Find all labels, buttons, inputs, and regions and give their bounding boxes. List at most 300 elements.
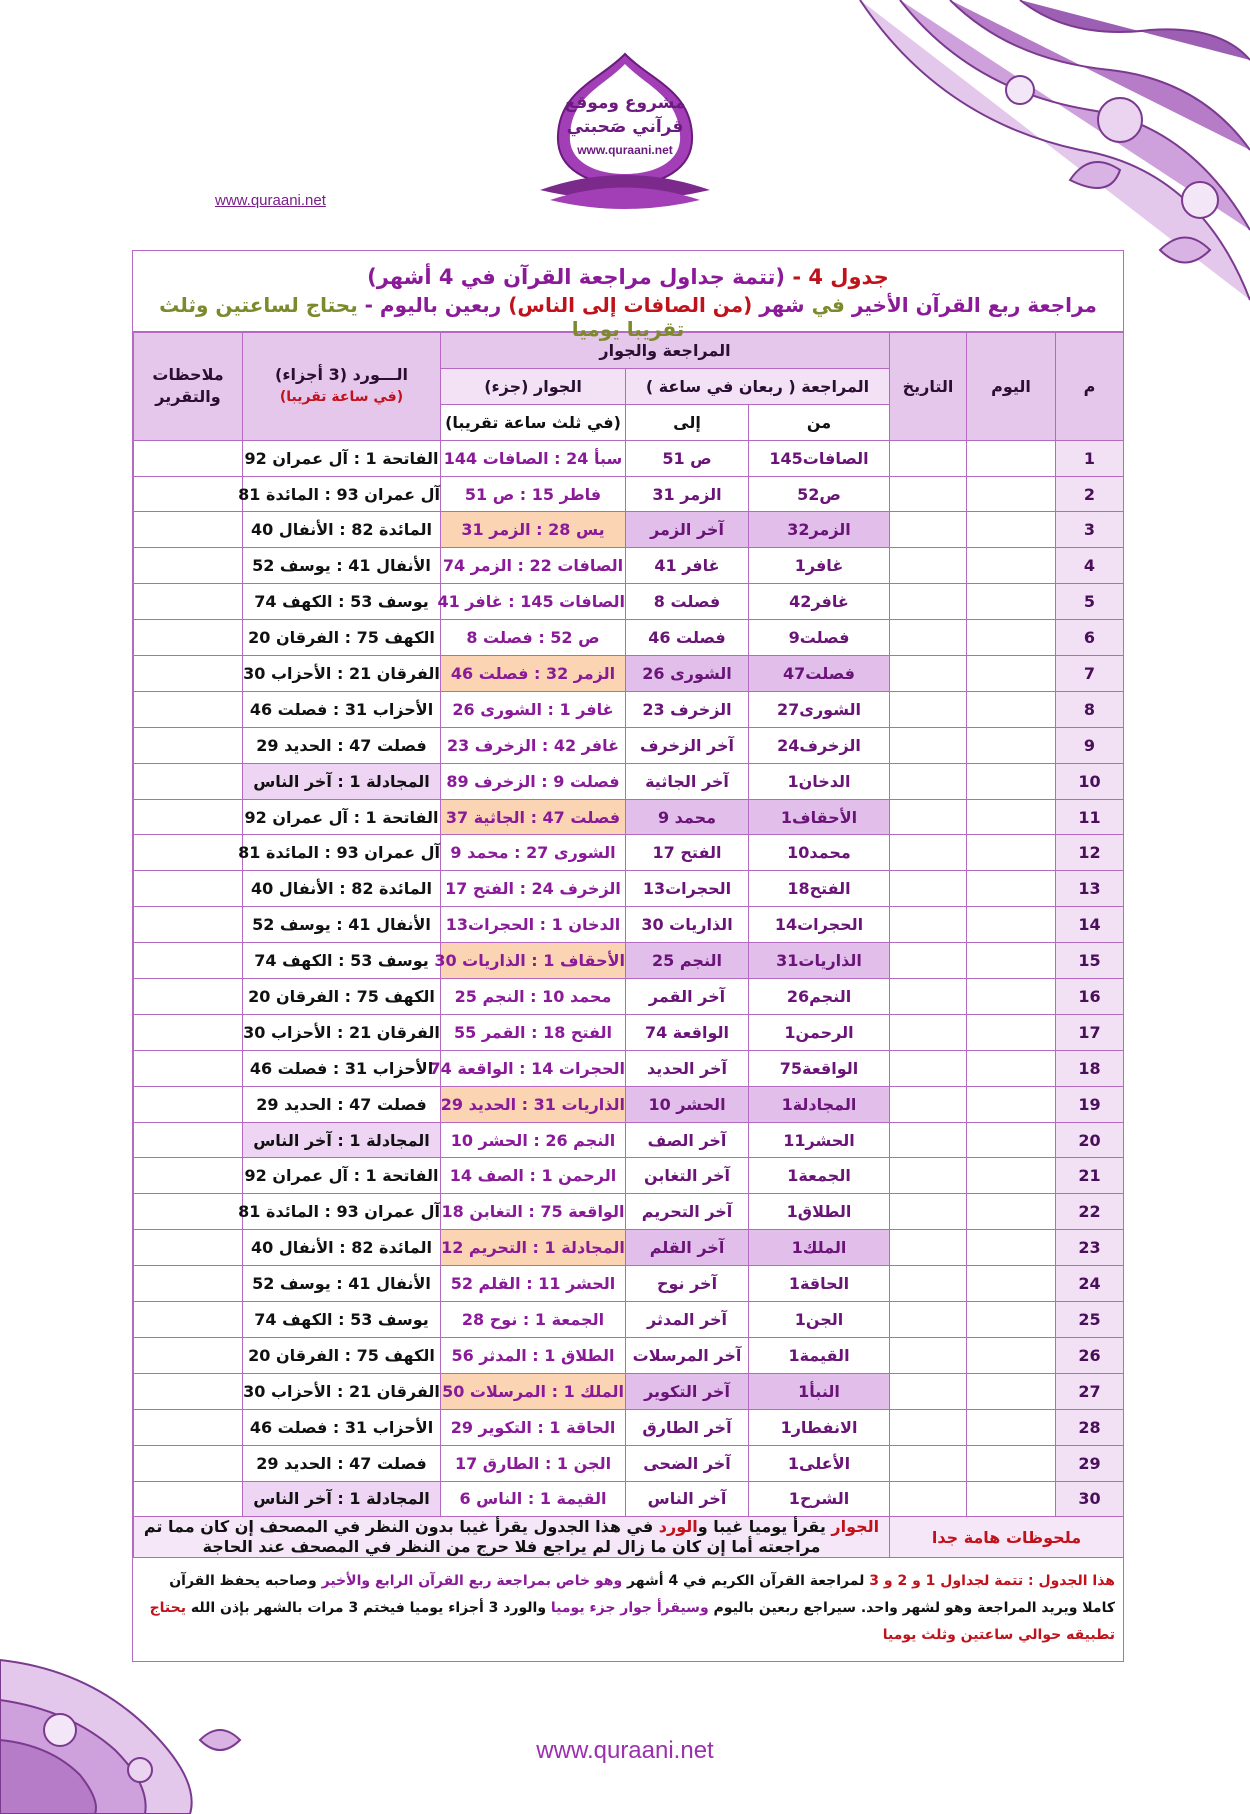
table-row <box>134 727 1124 763</box>
footer-a: هذا الجدول : تتمة لجداول 1 و 2 و 3 <box>869 1573 1115 1590</box>
row-notes[interactable] <box>134 907 243 943</box>
row-from: الحجرات14 <box>749 907 890 943</box>
row-from: الفتح18 <box>749 871 890 907</box>
row-from: المجادلة1 <box>749 1086 890 1122</box>
row-date[interactable] <box>890 1302 967 1338</box>
table-row <box>134 1302 1124 1338</box>
row-jiwar: الجن 1 : الطارق 17 <box>441 1445 626 1481</box>
row-date[interactable] <box>890 907 967 943</box>
row-number: 5 <box>1056 584 1124 620</box>
row-day[interactable] <box>967 1445 1056 1481</box>
row-day[interactable] <box>967 763 1056 799</box>
row-number: 12 <box>1056 835 1124 871</box>
row-from: الصافات145 <box>749 440 890 476</box>
row-notes[interactable] <box>134 1481 243 1517</box>
schedule-body <box>134 440 1124 1517</box>
row-date[interactable] <box>890 763 967 799</box>
row-date[interactable] <box>890 512 967 548</box>
row-number: 6 <box>1056 620 1124 656</box>
row-day[interactable] <box>967 1337 1056 1373</box>
row-wird: الأحزاب 31 : فصلت 46 <box>243 1409 441 1445</box>
row-notes[interactable] <box>134 440 243 476</box>
row-date[interactable] <box>890 1230 967 1266</box>
row-jiwar: الذاريات 31 : الحديد 29 <box>441 1086 626 1122</box>
row-jiwar: الصافات 145 : غافر 41 <box>441 584 626 620</box>
row-day[interactable] <box>967 548 1056 584</box>
row-notes[interactable] <box>134 835 243 871</box>
row-from: الشورى27 <box>749 691 890 727</box>
table-row <box>134 1337 1124 1373</box>
col-m: م <box>1056 333 1124 441</box>
row-to: ص 51 <box>626 440 749 476</box>
row-jiwar: النجم 26 : الحشر 10 <box>441 1122 626 1158</box>
notes-part2: يقرأ يوميا غيبا و <box>697 1517 832 1537</box>
row-jiwar: الطلاق 1 : المدثر 56 <box>441 1337 626 1373</box>
row-to: آخر الزمر <box>626 512 749 548</box>
row-from: النبأ1 <box>749 1373 890 1409</box>
row-number: 21 <box>1056 1158 1124 1194</box>
table-row <box>134 620 1124 656</box>
row-date[interactable] <box>890 656 967 692</box>
row-notes[interactable] <box>134 1337 243 1373</box>
row-day[interactable] <box>967 1230 1056 1266</box>
row-from: الدخان1 <box>749 763 890 799</box>
row-notes[interactable] <box>134 1122 243 1158</box>
schedule-table <box>133 332 1124 1558</box>
row-day[interactable] <box>967 1302 1056 1338</box>
row-jiwar: المجادلة 1 : التحريم 12 <box>441 1230 626 1266</box>
row-wird: الفاتحة 1 : آل عمران 92 <box>243 440 441 476</box>
row-date[interactable] <box>890 440 967 476</box>
row-date[interactable] <box>890 1086 967 1122</box>
logo-url: www.quraani.net <box>577 143 673 157</box>
row-from: ص52 <box>749 476 890 512</box>
row-number: 2 <box>1056 476 1124 512</box>
row-date[interactable] <box>890 871 967 907</box>
row-from: القيمة1 <box>749 1337 890 1373</box>
row-from: الشرح1 <box>749 1481 890 1517</box>
row-notes[interactable] <box>134 1014 243 1050</box>
row-number: 24 <box>1056 1266 1124 1302</box>
row-number: 16 <box>1056 979 1124 1015</box>
row-notes[interactable] <box>134 1050 243 1086</box>
col-wird-title: الـــورد (3 أجزاء) <box>275 365 408 385</box>
table-row <box>134 1050 1124 1086</box>
row-from: الزخرف24 <box>749 727 890 763</box>
row-wird: الأنفال 41 : يوسف 52 <box>243 1266 441 1302</box>
row-jiwar: القيمة 1 : الناس 6 <box>441 1481 626 1517</box>
table-row <box>134 584 1124 620</box>
row-date[interactable] <box>890 620 967 656</box>
row-day[interactable] <box>967 799 1056 835</box>
row-from: الواقعة75 <box>749 1050 890 1086</box>
footer-e: وسيقرأ جوار جزء يوميا <box>550 1600 709 1617</box>
table-row <box>134 1481 1124 1517</box>
table-row <box>134 656 1124 692</box>
row-number: 22 <box>1056 1194 1124 1230</box>
row-number: 28 <box>1056 1409 1124 1445</box>
row-day[interactable] <box>967 979 1056 1015</box>
logo-line2: قرآني صَحبتي <box>566 117 684 137</box>
row-number: 14 <box>1056 907 1124 943</box>
notes-part4: في هذا الجدول يقرأ غيبا بدون النظر في المصحف إن كان مما تم مراجعته أما إن كان ما زال لم يراجع فلا حرج من النظر في المصحف عند الحاجة <box>143 1517 821 1557</box>
row-notes[interactable] <box>134 871 243 907</box>
subtitle-part-c: شهر <box>759 293 805 317</box>
col-jiwar-sub: (في ثلث ساعة تقريبا) <box>441 404 626 440</box>
row-date[interactable] <box>890 1158 967 1194</box>
table-row <box>134 1409 1124 1445</box>
row-jiwar: الحجرات 14 : الواقعة 74 <box>441 1050 626 1086</box>
col-wird-sub: (في ساعة تقريبا) <box>279 389 404 406</box>
table-row <box>134 979 1124 1015</box>
table-row <box>134 1122 1124 1158</box>
row-number: 23 <box>1056 1230 1124 1266</box>
row-date[interactable] <box>890 1337 967 1373</box>
footer-note <box>133 1558 1123 1661</box>
site-link-bottom[interactable]: www.quraani.net <box>536 1737 714 1764</box>
table-title-text: (تتمة جداول مراجعة القرآن في 4 أشهر) <box>367 265 785 289</box>
row-number: 29 <box>1056 1445 1124 1481</box>
row-number: 30 <box>1056 1481 1124 1517</box>
row-date[interactable] <box>890 1014 967 1050</box>
row-from: الزمر32 <box>749 512 890 548</box>
row-number: 19 <box>1056 1086 1124 1122</box>
row-wird: المجادلة 1 : آخر الناس <box>243 1481 441 1517</box>
row-notes[interactable] <box>134 1409 243 1445</box>
row-jiwar: فاطر 15 : ص 51 <box>441 476 626 512</box>
row-day[interactable] <box>967 1122 1056 1158</box>
row-from: غافر1 <box>749 548 890 584</box>
col-date: التاريخ <box>890 333 967 441</box>
row-wird: الأحزاب 31 : فصلت 46 <box>243 691 441 727</box>
row-notes[interactable] <box>134 1194 243 1230</box>
row-day[interactable] <box>967 440 1056 476</box>
footer-f: والورد 3 أجزاء يوميا فيختم 3 مرات بالشهر بإذن الله <box>185 1600 551 1617</box>
row-date[interactable] <box>890 1373 967 1409</box>
row-date[interactable] <box>890 548 967 584</box>
row-day[interactable] <box>967 620 1056 656</box>
site-link-top[interactable]: www.quraani.net <box>215 192 326 209</box>
col-from: من <box>749 404 890 440</box>
row-date[interactable] <box>890 1266 967 1302</box>
logo-line1: مشروع وموقع <box>564 93 686 113</box>
row-to: الذاريات 30 <box>626 907 749 943</box>
row-jiwar: الحاقة 1 : التكوير 29 <box>441 1409 626 1445</box>
col-group: المراجعة والجوار <box>441 333 890 369</box>
row-jiwar: فصلت 47 : الجاثية 37 <box>441 799 626 835</box>
row-wird: الكهف 75 : الفرقان 20 <box>243 620 441 656</box>
row-wird: المائدة 82 : الأنفال 40 <box>243 512 441 548</box>
row-from: الطلاق1 <box>749 1194 890 1230</box>
row-day[interactable] <box>967 1158 1056 1194</box>
row-notes[interactable] <box>134 1373 243 1409</box>
row-to: الحجرات13 <box>626 871 749 907</box>
row-notes[interactable] <box>134 1158 243 1194</box>
row-number: 9 <box>1056 727 1124 763</box>
row-notes[interactable] <box>134 1266 243 1302</box>
subtitle-part-a: مراجعة ربع القرآن الأخير <box>851 293 1097 317</box>
row-jiwar: الفتح 18 : القمر 55 <box>441 1014 626 1050</box>
row-wird: الكهف 75 : الفرقان 20 <box>243 1337 441 1373</box>
row-wird: الأحزاب 31 : فصلت 46 <box>243 1050 441 1086</box>
row-date[interactable] <box>890 943 967 979</box>
row-to: محمد 9 <box>626 799 749 835</box>
row-jiwar: الشورى 27 : محمد 9 <box>441 835 626 871</box>
row-wird: الأنفال 41 : يوسف 52 <box>243 907 441 943</box>
row-from: الأعلى1 <box>749 1445 890 1481</box>
notes-jiwar: الجوار <box>831 1517 880 1537</box>
table-row <box>134 907 1124 943</box>
row-date[interactable] <box>890 979 967 1015</box>
row-to: الشورى 26 <box>626 656 749 692</box>
row-wird: فصلت 47 : الحديد 29 <box>243 727 441 763</box>
row-wird: المجادلة 1 : آخر الناس <box>243 763 441 799</box>
table-number: جدول 4 - <box>792 265 889 289</box>
row-from: غافر42 <box>749 584 890 620</box>
row-from: الجن1 <box>749 1302 890 1338</box>
row-wird: آل عمران 93 : المائدة 81 <box>243 835 441 871</box>
site-logo <box>530 50 720 220</box>
subtitle-part-e: ربعين باليوم - <box>364 293 502 317</box>
row-day[interactable] <box>967 871 1056 907</box>
row-to: آخر التكوير <box>626 1373 749 1409</box>
row-wird: يوسف 53 : الكهف 74 <box>243 584 441 620</box>
row-to: النجم 25 <box>626 943 749 979</box>
row-jiwar: يس 28 : الزمر 31 <box>441 512 626 548</box>
row-from: النجم26 <box>749 979 890 1015</box>
row-to: فصلت 8 <box>626 584 749 620</box>
row-date[interactable] <box>890 835 967 871</box>
row-date[interactable] <box>890 1050 967 1086</box>
col-to: إلى <box>626 404 749 440</box>
row-number: 25 <box>1056 1302 1124 1338</box>
row-day[interactable] <box>967 943 1056 979</box>
row-wird: المائدة 82 : الأنفال 40 <box>243 1230 441 1266</box>
row-number: 11 <box>1056 799 1124 835</box>
row-to: الزمر 31 <box>626 476 749 512</box>
row-jiwar: الواقعة 75 : التغابن 18 <box>441 1194 626 1230</box>
row-number: 10 <box>1056 763 1124 799</box>
notes-title: ملحوظات هامة جدا <box>890 1517 1124 1558</box>
table-row <box>134 835 1124 871</box>
row-from: الحشر11 <box>749 1122 890 1158</box>
row-to: الزخرف 23 <box>626 691 749 727</box>
row-day[interactable] <box>967 907 1056 943</box>
col-review: المراجعة ( ربعان في ساعة ) <box>626 368 890 404</box>
row-notes[interactable] <box>134 727 243 763</box>
footer-g: يحتاج تطبيقه حوالي ساعتين وثلث يوميا <box>149 1600 1115 1644</box>
row-from: الأحقاف1 <box>749 799 890 835</box>
row-number: 13 <box>1056 871 1124 907</box>
table-row <box>134 476 1124 512</box>
row-date[interactable] <box>890 1409 967 1445</box>
row-to: آخر التغابن <box>626 1158 749 1194</box>
row-jiwar: الأحقاف 1 : الذاريات 30 <box>441 943 626 979</box>
row-notes[interactable] <box>134 691 243 727</box>
table-row <box>134 871 1124 907</box>
row-notes[interactable] <box>134 584 243 620</box>
row-jiwar: الدخان 1 : الحجرات13 <box>441 907 626 943</box>
row-jiwar: الحشر 11 : القلم 52 <box>441 1266 626 1302</box>
row-date[interactable] <box>890 1445 967 1481</box>
table-row <box>134 1014 1124 1050</box>
row-wird: الأنفال 41 : يوسف 52 <box>243 548 441 584</box>
row-date[interactable] <box>890 476 967 512</box>
row-to: الواقعة 74 <box>626 1014 749 1050</box>
row-wird: الفاتحة 1 : آل عمران 92 <box>243 799 441 835</box>
table-row <box>134 691 1124 727</box>
subtitle-part-b: في <box>811 293 845 317</box>
table-row <box>134 440 1124 476</box>
row-day[interactable] <box>967 835 1056 871</box>
row-notes[interactable] <box>134 763 243 799</box>
row-to: آخر المدثر <box>626 1302 749 1338</box>
row-number: 17 <box>1056 1014 1124 1050</box>
row-wird: فصلت 47 : الحديد 29 <box>243 1086 441 1122</box>
row-number: 3 <box>1056 512 1124 548</box>
col-jiwar: الجوار (جزء) <box>441 368 626 404</box>
table-header <box>133 251 1123 341</box>
row-to: الفتح 17 <box>626 835 749 871</box>
row-jiwar: الصافات 22 : الزمر 74 <box>441 548 626 584</box>
row-day[interactable] <box>967 1086 1056 1122</box>
row-day[interactable] <box>967 1481 1056 1517</box>
row-notes[interactable] <box>134 943 243 979</box>
row-day[interactable] <box>967 1014 1056 1050</box>
row-day[interactable] <box>967 584 1056 620</box>
row-date[interactable] <box>890 1481 967 1517</box>
row-number: 8 <box>1056 691 1124 727</box>
row-notes[interactable] <box>134 799 243 835</box>
footer-b: لمراجعة القرآن الكريم في 4 أشهر <box>622 1573 870 1590</box>
row-date[interactable] <box>890 584 967 620</box>
row-notes[interactable] <box>134 1445 243 1481</box>
row-to: آخر الناس <box>626 1481 749 1517</box>
row-wird: الفرقان 21 : الأحزاب 30 <box>243 1014 441 1050</box>
row-jiwar: فصلت 9 : الزخرف 89 <box>441 763 626 799</box>
row-day[interactable] <box>967 691 1056 727</box>
row-notes[interactable] <box>134 476 243 512</box>
table-row <box>134 1230 1124 1266</box>
row-to: آخر الحديد <box>626 1050 749 1086</box>
row-number: 18 <box>1056 1050 1124 1086</box>
row-to: آخر القلم <box>626 1230 749 1266</box>
row-notes[interactable] <box>134 1086 243 1122</box>
table-row <box>134 1373 1124 1409</box>
row-jiwar: غافر 1 : الشورى 26 <box>441 691 626 727</box>
row-jiwar: الزخرف 24 : الفتح 17 <box>441 871 626 907</box>
row-number: 15 <box>1056 943 1124 979</box>
row-to: آخر التحريم <box>626 1194 749 1230</box>
row-wird: فصلت 47 : الحديد 29 <box>243 1445 441 1481</box>
notes-wird: الورد <box>658 1517 698 1537</box>
table-row <box>134 1266 1124 1302</box>
row-day[interactable] <box>967 1409 1056 1445</box>
table-row <box>134 1445 1124 1481</box>
row-to: الحشر 10 <box>626 1086 749 1122</box>
row-notes[interactable] <box>134 620 243 656</box>
table-row <box>134 1194 1124 1230</box>
row-notes[interactable] <box>134 548 243 584</box>
row-wird: يوسف 53 : الكهف 74 <box>243 1302 441 1338</box>
row-day[interactable] <box>967 1373 1056 1409</box>
row-date[interactable] <box>890 1194 967 1230</box>
col-notes: ملاحظات والتقرير <box>134 333 243 441</box>
row-day[interactable] <box>967 1266 1056 1302</box>
row-jiwar: الزمر 32 : فصلت 46 <box>441 656 626 692</box>
row-day[interactable] <box>967 1194 1056 1230</box>
row-to: آخر المرسلات <box>626 1337 749 1373</box>
row-jiwar: سبأ 24 : الصافات 144 <box>441 440 626 476</box>
row-to: آخر الجاثية <box>626 763 749 799</box>
table-row <box>134 943 1124 979</box>
row-from: الجمعة1 <box>749 1158 890 1194</box>
notes-text <box>134 1517 890 1558</box>
row-notes[interactable] <box>134 512 243 548</box>
row-number: 20 <box>1056 1122 1124 1158</box>
table-row <box>134 1086 1124 1122</box>
row-wird: المجادلة 1 : آخر الناس <box>243 1122 441 1158</box>
row-day[interactable] <box>967 512 1056 548</box>
footer-c: وهو خاص بمراجعة ربع القرآن الرابع والأخير <box>321 1573 623 1590</box>
subtitle-part-d: (من الصافات إلى الناس) <box>508 293 753 317</box>
row-number: 1 <box>1056 440 1124 476</box>
table-row <box>134 763 1124 799</box>
col-day: اليوم <box>967 333 1056 441</box>
row-date[interactable] <box>890 799 967 835</box>
row-wird: الفرقان 21 : الأحزاب 30 <box>243 656 441 692</box>
row-to: آخر نوح <box>626 1266 749 1302</box>
row-to: غافر 41 <box>626 548 749 584</box>
row-date[interactable] <box>890 1122 967 1158</box>
row-notes[interactable] <box>134 656 243 692</box>
row-from: فصلت9 <box>749 620 890 656</box>
row-from: الملك1 <box>749 1230 890 1266</box>
row-day[interactable] <box>967 656 1056 692</box>
table-title <box>133 251 1123 289</box>
table-row <box>134 1158 1124 1194</box>
row-from: الانفطار1 <box>749 1409 890 1445</box>
row-to: آخر القمر <box>626 979 749 1015</box>
row-day[interactable] <box>967 727 1056 763</box>
row-to: فصلت 46 <box>626 620 749 656</box>
subtitle-part-f: يحتاج لساعتين وثلث تقريبا يوميا <box>159 293 685 341</box>
row-day[interactable] <box>967 476 1056 512</box>
row-notes[interactable] <box>134 979 243 1015</box>
row-wird: الكهف 75 : الفرقان 20 <box>243 979 441 1015</box>
row-notes[interactable] <box>134 1302 243 1338</box>
schedule-frame <box>132 250 1124 1662</box>
row-from: فصلت47 <box>749 656 890 692</box>
table-row <box>134 799 1124 835</box>
row-wird: آل عمران 93 : المائدة 81 <box>243 1194 441 1230</box>
row-date[interactable] <box>890 691 967 727</box>
footer-d: وصاحبه يحفظ القرآن كاملا ويريد المراجعة وهو لشهر واحد. سيراجع ربعين باليوم <box>169 1573 1115 1617</box>
row-to: آخر الطارق <box>626 1409 749 1445</box>
row-notes[interactable] <box>134 1230 243 1266</box>
row-wird: الفرقان 21 : الأحزاب 30 <box>243 1373 441 1409</box>
row-wird: الفاتحة 1 : آل عمران 92 <box>243 1158 441 1194</box>
row-from: الرحمن1 <box>749 1014 890 1050</box>
row-to: آخر الصف <box>626 1122 749 1158</box>
table-row <box>134 512 1124 548</box>
row-day[interactable] <box>967 1050 1056 1086</box>
row-jiwar: الرحمن 1 : الصف 14 <box>441 1158 626 1194</box>
row-wird: يوسف 53 : الكهف 74 <box>243 943 441 979</box>
row-date[interactable] <box>890 727 967 763</box>
row-number: 7 <box>1056 656 1124 692</box>
row-wird: المائدة 82 : الأنفال 40 <box>243 871 441 907</box>
